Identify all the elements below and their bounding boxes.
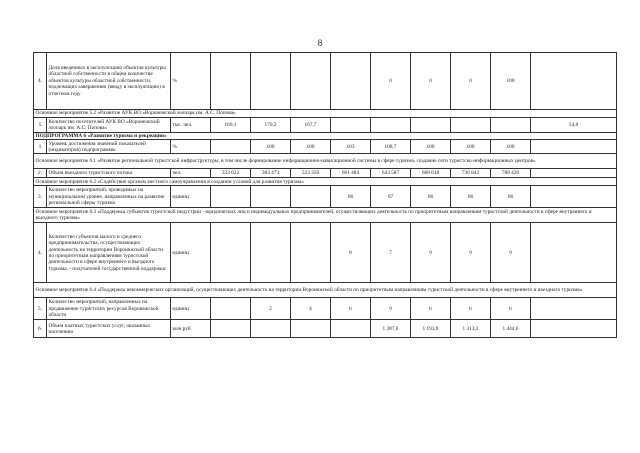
row-number: 4.: [34, 223, 47, 283]
value-cell: 601 484: [331, 169, 371, 178]
activity-row: [34, 178, 617, 186]
value-cell: 67: [371, 186, 411, 208]
value-cell: 170,2: [251, 118, 291, 133]
value-cell: [451, 118, 491, 133]
value-cell: 7: [371, 223, 411, 283]
value-cell: 100: [491, 140, 531, 154]
activity-title: Основное мероприятие 6.3 «Поддержка субъектов туристской индустрии - юридических лиц и индивидуальных предпринимателей, осуществляющих деятельность по приоритетным направлениям туристской деятельности в сфере внутреннего и въездного туризма»: [34, 208, 617, 223]
value-cell: 788 420: [491, 169, 531, 178]
row-number: 6.: [34, 320, 47, 338]
value-cell: [531, 223, 617, 283]
indicator-name: Уровень достижения значений показателей (индикаторов) подпрограммы: [47, 140, 171, 154]
activity-row: [34, 283, 617, 298]
indicator-name: Объем платных туристских услуг, оказанных населению: [47, 320, 171, 338]
value-cell: 66: [411, 186, 451, 208]
value-cell: 333 622: [211, 169, 251, 178]
row-number: 5: [34, 118, 47, 133]
value-cell: 169,1: [211, 118, 251, 133]
unit-cell: единиц: [171, 298, 211, 320]
value-cell: [291, 223, 331, 283]
value-cell: [531, 169, 617, 178]
page-number: 8: [317, 38, 323, 48]
value-cell: 66: [451, 186, 491, 208]
table-row: [34, 223, 617, 283]
indicators-table: [33, 52, 617, 338]
table-row: [34, 140, 617, 154]
value-cell: [251, 186, 291, 208]
value-cell: 100: [411, 140, 451, 154]
unit-cell: чел.: [171, 169, 211, 178]
value-cell: [211, 223, 251, 283]
value-cell: 9: [411, 223, 451, 283]
value-cell: [211, 53, 251, 110]
value-cell: 0: [411, 53, 451, 110]
indicator-name: Количество мероприятий, направленных на продвижение туристских ресурсов Воронежской области: [47, 298, 171, 320]
value-cell: 9: [491, 223, 531, 283]
value-cell: [251, 223, 291, 283]
value-cell: [531, 320, 617, 338]
activity-title: Основное мероприятие 5.2 «Развитие АУК ВО «Воронежский зоопарк им. А.С. Попова»: [34, 110, 617, 118]
activity-title: Основное мероприятие 6.1 «Развитие региональной туристской инфраструктуры, в том числе формирование информационно-навигационной системы в сфере туризма, создание сети туристско-информационных центров»: [34, 154, 617, 169]
value-cell: 2: [251, 298, 291, 320]
indicator-name: Количество субъектов малого и среднего предпринимательства, осуществляющих деятельность на территории Воронежской области по приоритетным направлениям туристской деятельности в сфере внутреннего и въездного туризма, - получателей государственной поддержки: [47, 223, 171, 283]
activity-row: [34, 110, 617, 118]
value-cell: 167,7: [291, 118, 331, 133]
value-cell: 643 587: [371, 169, 411, 178]
value-cell: [331, 118, 371, 133]
value-cell: 383 473: [251, 169, 291, 178]
value-cell: 6: [451, 298, 491, 320]
row-number: 2.: [34, 169, 47, 178]
indicator-name: Количество посетителей АУК ВО «Воронежский зоопарк им. А.С. Попова»: [47, 118, 171, 133]
unit-cell: единиц: [171, 223, 211, 283]
value-cell: 4: [291, 298, 331, 320]
value-cell: 736 842: [451, 169, 491, 178]
value-cell: [331, 320, 371, 338]
row-number: 1: [34, 140, 47, 154]
value-cell: [211, 298, 251, 320]
value-cell: 100: [491, 53, 531, 110]
table-row: [34, 320, 617, 338]
value-cell: [211, 140, 251, 154]
value-cell: 103: [331, 140, 371, 154]
value-cell: 66: [331, 186, 371, 208]
table-row: [34, 118, 617, 133]
value-cell: 6: [491, 298, 531, 320]
value-cell: [211, 186, 251, 208]
row-number: 3.: [34, 186, 47, 208]
activity-title: Основное мероприятие 6.2 «Содействие органам местного самоуправления в создании условий для развития туризма»: [34, 178, 617, 186]
value-cell: [251, 53, 291, 110]
value-cell: [211, 320, 251, 338]
value-cell: 1 313,3: [451, 320, 491, 338]
value-cell: [531, 140, 617, 154]
value-cell: 9: [451, 223, 491, 283]
value-cell: [411, 118, 451, 133]
value-cell: [531, 186, 617, 208]
value-cell: 523 350: [291, 169, 331, 178]
table-row: [34, 169, 617, 178]
indicator-name: Объем въездного туристского потока: [47, 169, 171, 178]
value-cell: 6: [411, 298, 451, 320]
value-cell: 100: [291, 140, 331, 154]
unit-cell: %: [171, 53, 211, 110]
value-cell: [531, 53, 617, 110]
row-number: 5.: [34, 298, 47, 320]
value-cell: [291, 53, 331, 110]
value-cell: 54,8: [531, 118, 617, 133]
value-cell: [291, 186, 331, 208]
subprogram-title: ПОДПРОГРАММА 6 «Развитие туризма и рекреации»: [34, 133, 617, 140]
value-cell: [251, 320, 291, 338]
value-cell: [371, 118, 411, 133]
unit-cell: единиц: [171, 186, 211, 208]
value-cell: [531, 298, 617, 320]
indicator-name: Доля введенных в эксплуатацию объектов культуры областной собственности в общем количестве объектов культуры областной собственности, подлежащих завершению (вводу в эксплуатацию) в отчетном году: [47, 53, 171, 110]
table-row: [34, 298, 617, 320]
value-cell: 1 287,0: [371, 320, 411, 338]
value-cell: 9: [371, 298, 411, 320]
value-cell: [331, 53, 371, 110]
value-cell: 688 638: [411, 169, 451, 178]
value-cell: 100: [451, 140, 491, 154]
indicator-name: Количество мероприятий, проводимых на муниципальном уровне, направленных на развитие региональной сферы туризма: [47, 186, 171, 208]
value-cell: 0: [371, 53, 411, 110]
value-cell: 0: [451, 53, 491, 110]
unit-cell: тыс. чел.: [171, 118, 211, 133]
unit-cell: %: [171, 140, 211, 154]
table-row: [34, 186, 617, 208]
value-cell: 108,7: [371, 140, 411, 154]
activity-title: Основное мероприятие 6.4 «Поддержка некоммерческих организаций, осуществляющих деятельность на территории Воронежской области по приоритетным направлениям туристской деятельности в сфере внутреннего и въездного туризма»: [34, 283, 617, 298]
value-cell: [291, 320, 331, 338]
value-cell: 66: [491, 186, 531, 208]
row-number: 4.: [34, 53, 47, 110]
value-cell: 1 193,9: [411, 320, 451, 338]
value-cell: 1 444,6: [491, 320, 531, 338]
subprogram-row: [34, 133, 617, 140]
activity-row: [34, 154, 617, 169]
activity-row: [34, 208, 617, 223]
table-row: [34, 53, 617, 110]
indicators-table-body: [34, 53, 617, 338]
value-cell: 6: [331, 298, 371, 320]
value-cell: [491, 118, 531, 133]
value-cell: 8: [331, 223, 371, 283]
unit-cell: млн руб.: [171, 320, 211, 338]
value-cell: 100: [251, 140, 291, 154]
